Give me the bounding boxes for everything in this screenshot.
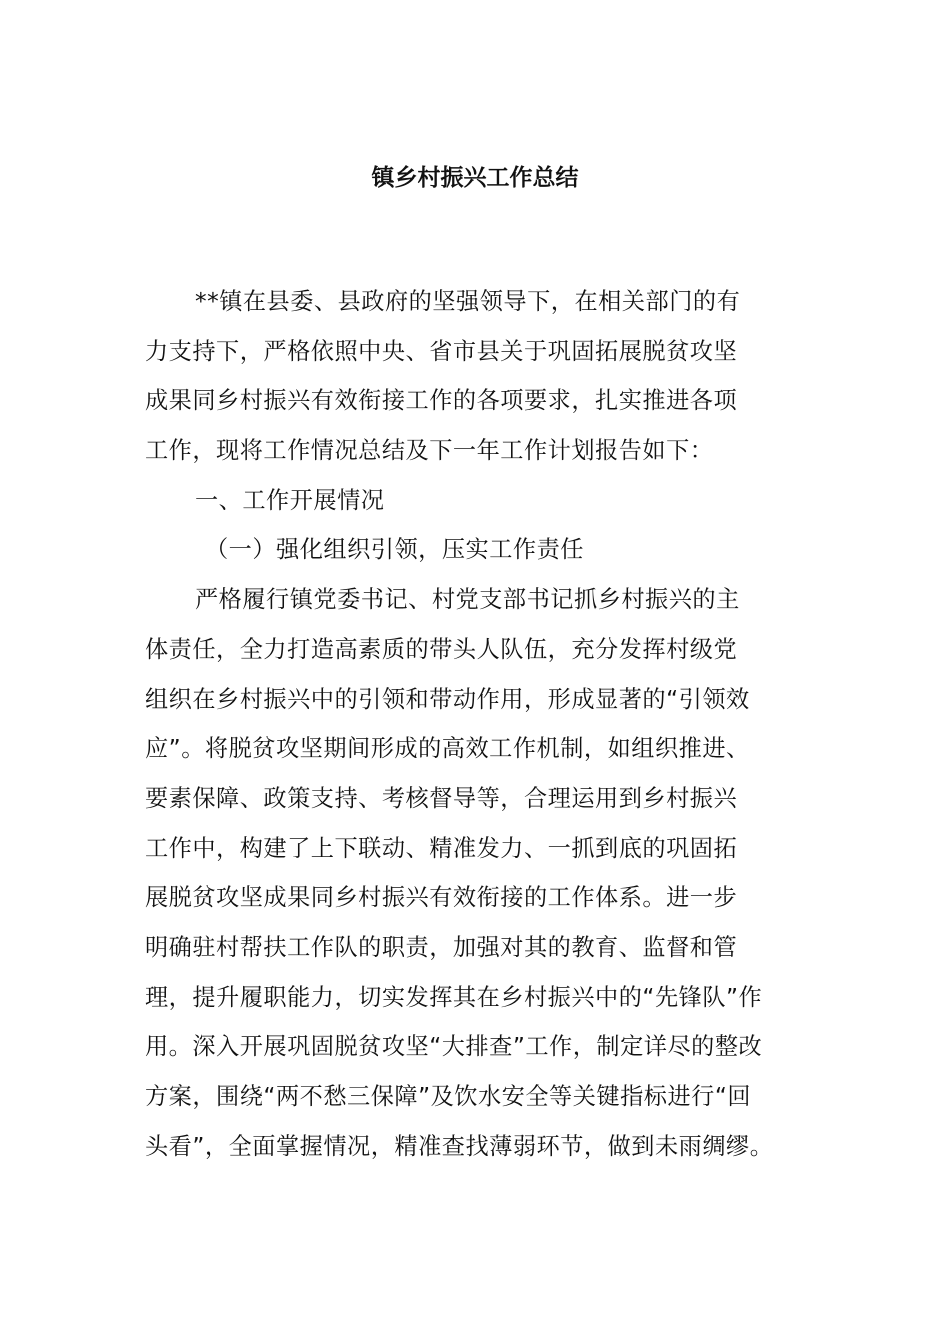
paragraph-line: 工作，现将工作情况总结及下一年工作计划报告如下： [145, 437, 714, 465]
paragraph-line: 要素保障、政策支持、考核督导等，合理运用到乡村振兴 [145, 784, 738, 812]
paragraph-line: 工作中，构建了上下联动、精准发力、一抓到底的巩固拓 [145, 834, 738, 862]
paragraph-line: 用。深入开展巩固脱贫攻坚“大排查”工作，制定详尽的整改 [145, 1033, 763, 1061]
paragraph-line: 明确驻村帮扶工作队的职责，加强对其的教育、监督和管 [145, 933, 738, 961]
document-body [145, 277, 835, 1171]
paragraph-line: 应”。将脱贫攻坚期间形成的高效工作机制，如组织推进、 [145, 735, 750, 763]
paragraph-line: 体责任，全力打造高素质的带头人队伍，充分发挥村级党 [145, 635, 738, 663]
paragraph-line: 展脱贫攻坚成果同乡村振兴有效衔接的工作体系。进一步 [145, 884, 738, 912]
subsection-heading: （一）强化组织引领，压实工作责任 [205, 536, 584, 564]
paragraph-line: 理，提升履职能力，切实发挥其在乡村振兴中的“先锋队”作 [145, 983, 763, 1011]
paragraph-line: 方案，围绕“两不愁三保障”及饮水安全等关键指标进行“回 [145, 1083, 752, 1110]
paragraph-line: 成果同乡村振兴有效衔接工作的各项要求，扎实推进各项 [145, 387, 738, 415]
section-heading: 一、工作开展情况 [195, 486, 385, 514]
paragraph-line: 组织在乡村振兴中的引领和带动作用，形成显著的“引领效 [145, 685, 750, 713]
paragraph-line: 头看”，全面掌握情况，精准查找薄弱环节，做到未雨绸缪。 [145, 1132, 774, 1160]
paragraph-line: **镇在县委、县政府的坚强领导下，在相关部门的有 [195, 288, 741, 315]
paragraph-line: 严格履行镇党委书记、村党支部书记抓乡村振兴的主 [195, 586, 740, 614]
document-title: 镇乡村振兴工作总结 [371, 165, 579, 191]
paragraph-line: 力支持下，严格依照中央、省市县关于巩固拓展脱贫攻坚 [145, 337, 738, 365]
